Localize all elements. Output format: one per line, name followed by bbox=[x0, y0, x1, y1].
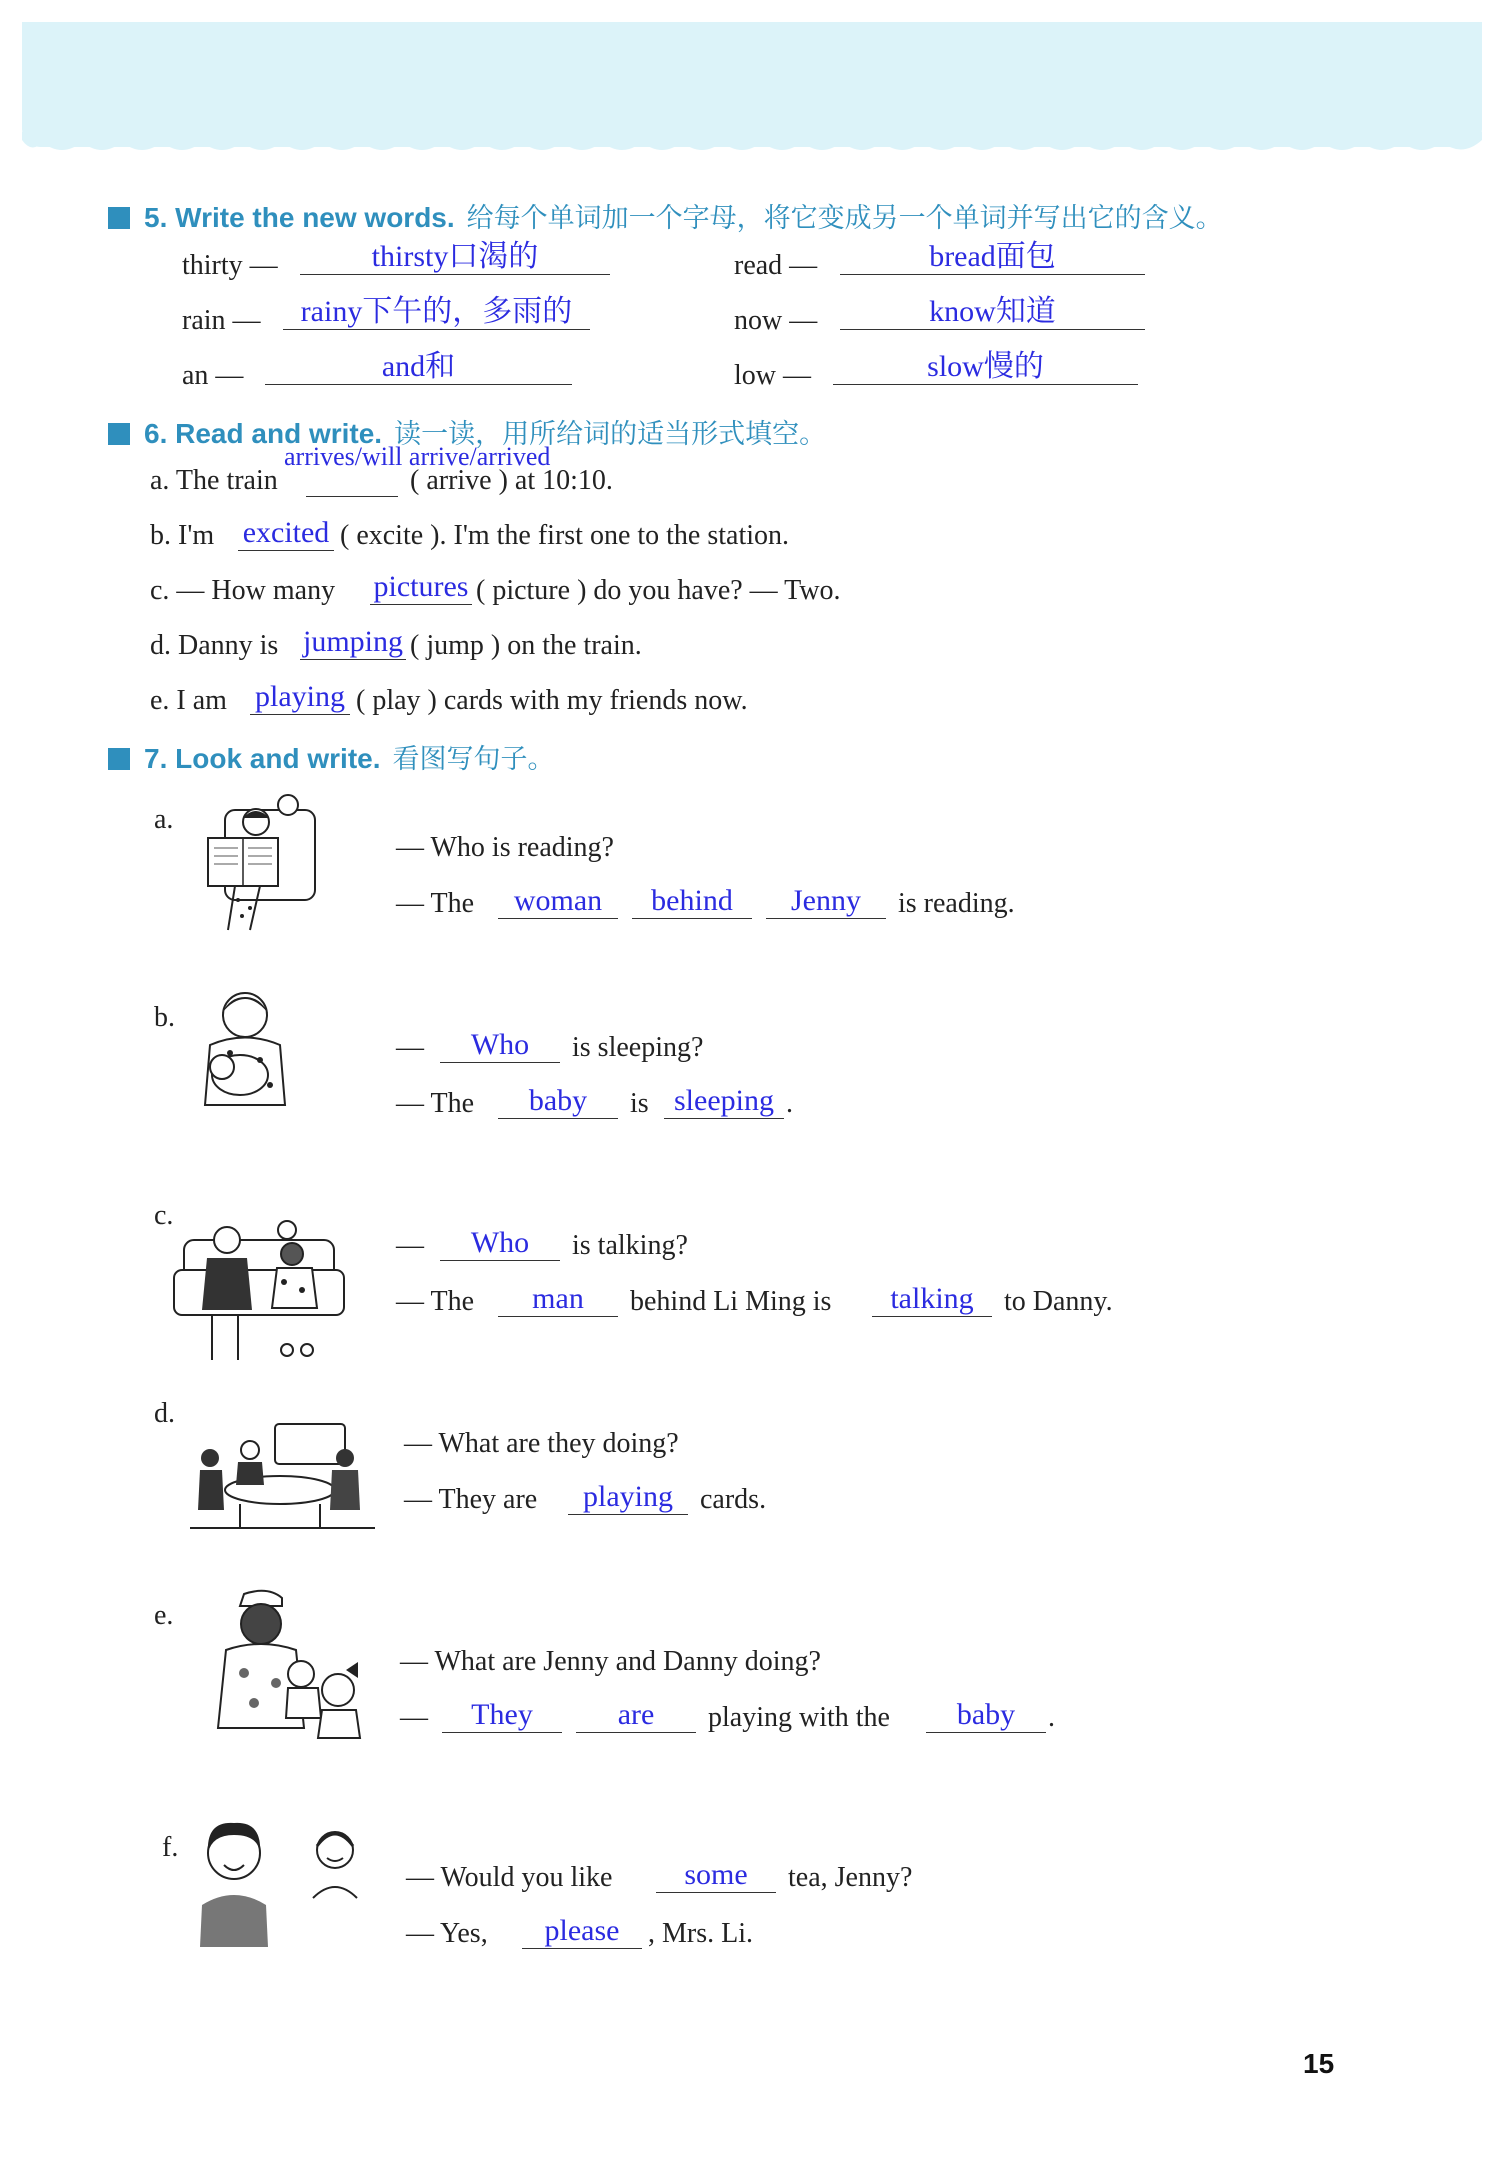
section-7-heading bbox=[108, 737, 555, 776]
section-instruction: 看图写句子。 bbox=[392, 744, 555, 775]
jenny-portrait-illustration bbox=[305, 1820, 365, 1900]
s7-a-answer-3: Jenny bbox=[766, 884, 886, 919]
s5-word-thirty: thirty — bbox=[182, 250, 278, 281]
people-playing-cards-illustration bbox=[180, 1420, 380, 1535]
s7-d-answer-1: playing bbox=[568, 1480, 688, 1515]
s6-d-post: ( jump ) on the train. bbox=[410, 630, 642, 661]
s7-d-line2-post: cards. bbox=[700, 1484, 767, 1515]
s7-e-answer-1: They bbox=[442, 1698, 562, 1733]
s7-c-question-pre: — bbox=[396, 1230, 424, 1261]
section-title: Read and write. bbox=[175, 418, 383, 449]
s7-b-mid: is bbox=[630, 1088, 649, 1119]
s6-e-pre: e. I am bbox=[150, 685, 227, 716]
s6-d-answer: jumping bbox=[300, 625, 406, 660]
s7-a-question: — Who is reading? bbox=[396, 832, 614, 863]
s7-e-answer-3: baby bbox=[926, 1698, 1046, 1733]
section-number: 6. bbox=[144, 418, 168, 449]
s7-e-question: — What are Jenny and Danny doing? bbox=[400, 1646, 821, 1677]
s7-b-answer-1: baby bbox=[498, 1084, 618, 1119]
s7-c-question-post: is talking? bbox=[572, 1230, 688, 1261]
s7-c-answer-2: talking bbox=[872, 1282, 992, 1317]
s5-word-an: an — bbox=[182, 360, 244, 391]
s7-a-answer-2: behind bbox=[632, 884, 752, 919]
page-number: 15 bbox=[1303, 2048, 1335, 2079]
s7-e-label: e. bbox=[154, 1600, 174, 1631]
s6-b-answer: excited bbox=[238, 516, 334, 551]
s6-c-pre: c. — How many bbox=[150, 575, 336, 606]
s5-answer-now: know知道 bbox=[840, 295, 1145, 330]
s7-a-label: a. bbox=[154, 804, 174, 835]
section-title: Look and write. bbox=[175, 743, 381, 774]
s7-b-question-post: is sleeping? bbox=[572, 1032, 704, 1063]
s7-f-answer-2: please bbox=[522, 1914, 642, 1949]
s5-answer-low: slow慢的 bbox=[833, 350, 1138, 385]
mrs-li-portrait-illustration bbox=[196, 1815, 271, 1950]
woman-holding-baby-illustration bbox=[190, 985, 300, 1120]
s7-e-mid: playing with the bbox=[708, 1702, 890, 1733]
section-marker-icon bbox=[108, 207, 130, 229]
s7-f-question-post: tea, Jenny? bbox=[788, 1862, 913, 1893]
s7-d-label: d. bbox=[154, 1398, 175, 1429]
s7-f-question-pre: — Would you like bbox=[406, 1862, 613, 1893]
header-banner bbox=[22, 22, 1482, 147]
s5-answer-rain: rainy下午的，多雨的 bbox=[283, 295, 590, 330]
s6-c-post: ( picture ) do you have? — Two. bbox=[476, 575, 841, 606]
section-number: 7. bbox=[144, 743, 168, 774]
section-5-heading bbox=[108, 196, 1223, 235]
s7-b-answer-who: Who bbox=[440, 1028, 560, 1063]
s6-a-post: ( arrive ) at 10:10. bbox=[410, 465, 613, 496]
jenny-danny-playing-with-baby-illustration bbox=[196, 1588, 376, 1748]
s7-c-answer-who: Who bbox=[440, 1226, 560, 1261]
s5-answer-thirty: thirsty口渴的 bbox=[300, 240, 610, 275]
s7-a-line2-pre: — The bbox=[396, 888, 475, 919]
section-marker-icon bbox=[108, 423, 130, 445]
s7-b-line2-pre: — The bbox=[396, 1088, 475, 1119]
s7-c-label: c. bbox=[154, 1200, 174, 1231]
section-instruction: 给每个单词加一个字母，将它变成另一个单词并写出它的含义。 bbox=[466, 203, 1223, 234]
s7-a-line2-post: is reading. bbox=[898, 888, 1015, 919]
s7-f-line2-pre: — Yes, bbox=[406, 1918, 488, 1949]
s6-e-post: ( play ) cards with my friends now. bbox=[356, 685, 748, 716]
s7-b-end: . bbox=[786, 1088, 793, 1119]
s7-c-answer-1: man bbox=[498, 1282, 618, 1317]
s7-c-line2-pre: — The bbox=[396, 1286, 475, 1317]
s7-a-answer-1: woman bbox=[498, 884, 618, 919]
s6-a-pre: a. The train bbox=[150, 465, 278, 496]
s6-b-pre: b. I'm bbox=[150, 520, 215, 551]
s6-c-answer: pictures bbox=[370, 570, 472, 605]
s5-word-rain: rain — bbox=[182, 305, 261, 336]
woman-reading-illustration bbox=[190, 790, 330, 935]
s7-e-end: . bbox=[1048, 1702, 1055, 1733]
s5-word-read: read — bbox=[734, 250, 818, 281]
s7-c-mid: behind Li Ming is bbox=[630, 1286, 832, 1317]
s5-answer-an: and和 bbox=[265, 350, 572, 385]
s7-b-answer-2: sleeping bbox=[664, 1084, 784, 1119]
s7-b-label: b. bbox=[154, 1002, 175, 1033]
section-instruction: 读一读，用所给词的适当形式填空。 bbox=[394, 419, 827, 450]
s7-e-answer-2: are bbox=[576, 1698, 696, 1733]
s6-a-answer: arrives/will arrive/arrived bbox=[284, 442, 551, 471]
s5-word-low: low — bbox=[734, 360, 811, 391]
section-marker-icon bbox=[108, 748, 130, 770]
s7-f-answer-1: some bbox=[656, 1858, 776, 1893]
s7-c-end: to Danny. bbox=[1004, 1286, 1113, 1317]
s7-d-line2-pre: — They are bbox=[404, 1484, 538, 1515]
s7-b-question-pre: — bbox=[396, 1032, 424, 1063]
s7-f-label: f. bbox=[162, 1832, 179, 1863]
s7-e-line2-pre: — bbox=[400, 1702, 428, 1733]
s6-a-blank-line bbox=[306, 496, 398, 497]
s7-f-line2-post: , Mrs. Li. bbox=[648, 1918, 753, 1949]
people-on-sofa-talking-illustration bbox=[172, 1210, 352, 1365]
s6-b-post: ( excite ). I'm the first one to the station. bbox=[340, 520, 790, 551]
banner-wave-edge bbox=[22, 132, 1482, 162]
s7-d-question: — What are they doing? bbox=[404, 1428, 679, 1459]
s5-word-now: now — bbox=[734, 305, 818, 336]
section-title: Write the new words. bbox=[175, 202, 455, 233]
s6-d-pre: d. Danny is bbox=[150, 630, 279, 661]
s6-e-answer: playing bbox=[250, 680, 350, 715]
section-number: 5. bbox=[144, 202, 168, 233]
s5-answer-read: bread面包 bbox=[840, 240, 1145, 275]
